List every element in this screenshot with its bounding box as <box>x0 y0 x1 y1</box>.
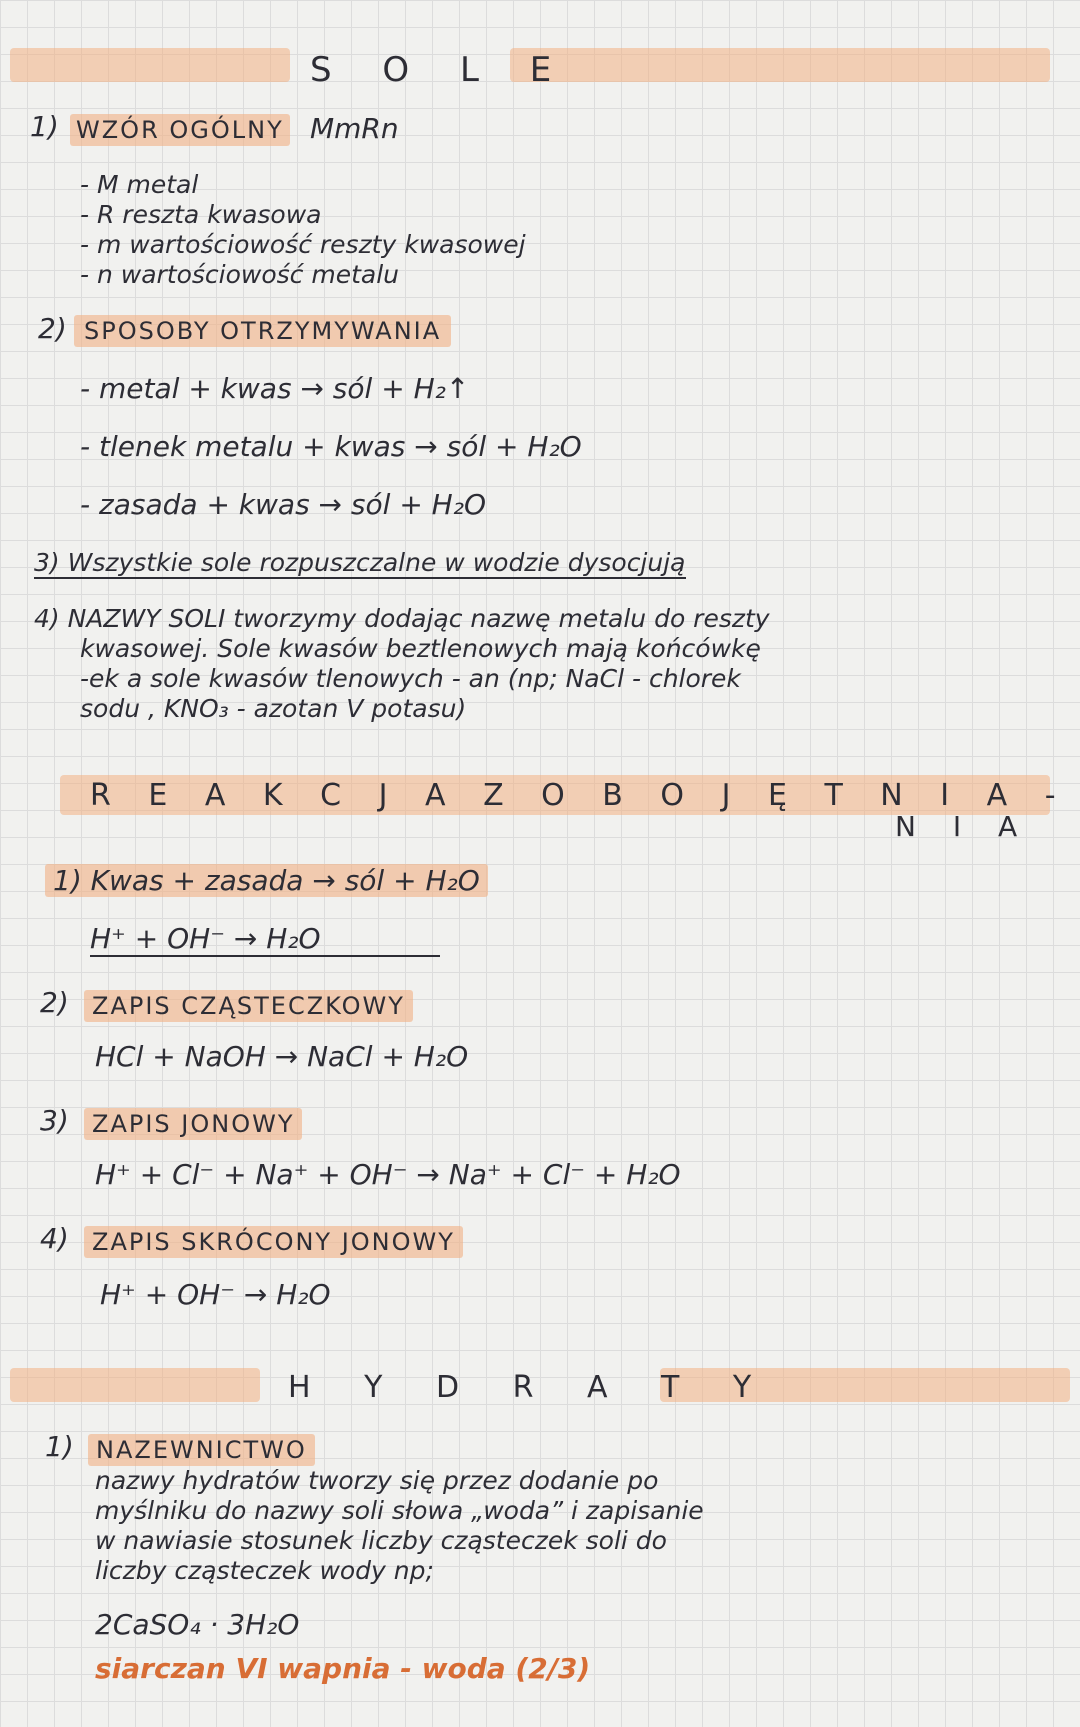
point-1-number: 1) <box>30 110 59 143</box>
hydrate-text-line: w nawiasie stosunek liczby cząsteczek soli do <box>95 1526 667 1555</box>
definition-line: - m wartościowość reszty kwasowej <box>80 230 526 259</box>
point-4-line: -ek a sole kwasów tlenowych - an (np; NaCl - chlorek <box>80 664 741 693</box>
point-3-text: 3) Wszystkie sole rozpuszczalne w wodzie dysocjują <box>34 548 686 577</box>
reaction-point-4-header: ZAPIS SKRÓCONY JONOWY <box>84 1226 463 1258</box>
point-2-number: 2) <box>38 312 67 345</box>
point-4-line: kwasowej. Sole kwasów beztlenowych mają końcówkę <box>80 634 761 663</box>
title-highlight-left <box>10 48 290 82</box>
hydrate-text-line: liczby cząsteczek wody np; <box>95 1556 434 1585</box>
general-formula: MmRn <box>310 112 399 145</box>
method-line: - tlenek metalu + kwas → sól + H₂O <box>80 430 582 463</box>
section-title-reaction-end: N I A <box>895 810 1032 843</box>
section-title-hydraty: H Y D R A T Y <box>288 1370 774 1405</box>
hydrate-text-line: nazwy hydratów tworzy się przez dodanie po <box>95 1466 659 1495</box>
point-1-header: WZÓR OGÓLNY <box>70 114 290 146</box>
section-title-sole: S O L E <box>310 50 572 90</box>
short-ionic-equation: H⁺ + OH⁻ → H₂O <box>100 1278 331 1311</box>
definition-line: - R reszta kwasowa <box>80 200 322 229</box>
point-4-line: 4) NAZWY SOLI tworzymy dodając nazwę metalu do reszty <box>34 604 770 633</box>
reaction-point-3-header: ZAPIS JONOWY <box>84 1108 302 1140</box>
hydrate-example-name: siarczan VI wapnia - woda (2/3) <box>95 1652 591 1685</box>
hydrate-point-1-number: 1) <box>45 1430 74 1463</box>
definition-line: - M metal <box>80 170 199 199</box>
method-line: - zasada + kwas → sól + H₂O <box>80 488 486 521</box>
hydrate-text-line: myślniku do nazwy soli słowa „woda” i zapisanie <box>95 1496 704 1525</box>
point-2-header: SPOSOBY OTRZYMYWANIA <box>74 315 451 347</box>
reaction-point-4-number: 4) <box>40 1222 69 1255</box>
hydrate-example-formula: 2CaSO₄ · 3H₂O <box>95 1608 300 1641</box>
reaction-point-3-number: 3) <box>40 1104 69 1137</box>
hydrate-point-1-header: NAZEWNICTWO <box>88 1434 315 1466</box>
definition-line: - n wartościowość metalu <box>80 260 400 289</box>
reaction-point-1: 1) Kwas + zasada → sól + H₂O <box>45 864 488 897</box>
section-title-reaction: R E A K C J A Z O B O J Ę T N I A - <box>90 778 1070 813</box>
title-highlight-right <box>510 48 1050 82</box>
method-line: - metal + kwas → sól + H₂↑ <box>80 372 470 405</box>
point-4-line: sodu , KNO₃ - azotan V potasu) <box>80 694 467 723</box>
reaction-point-2-header: ZAPIS CZĄSTECZKOWY <box>84 990 413 1022</box>
reaction-point-2-number: 2) <box>40 986 69 1019</box>
ionic-summary: H⁺ + OH⁻ → H₂O <box>90 922 440 957</box>
molecular-equation: HCl + NaOH → NaCl + H₂O <box>95 1040 469 1073</box>
title-highlight-left <box>10 1368 260 1402</box>
ionic-equation: H⁺ + Cl⁻ + Na⁺ + OH⁻ → Na⁺ + Cl⁻ + H₂O <box>95 1158 681 1191</box>
